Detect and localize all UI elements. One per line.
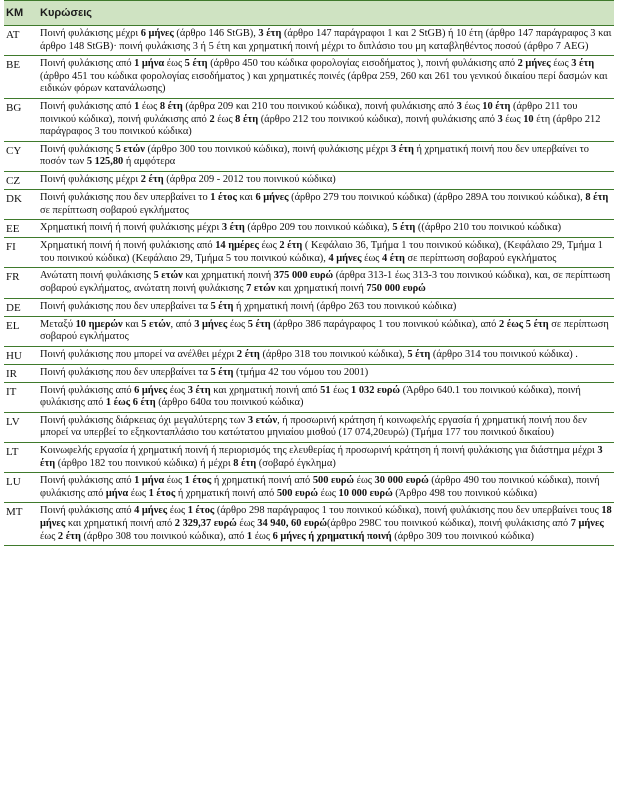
table-row [4, 473, 614, 503]
table-row [4, 413, 614, 443]
text-segment: έως [128, 487, 149, 499]
table-row [4, 443, 614, 473]
emphasis-text: 10 έτη [482, 100, 511, 112]
emphasis-text: 8 έτη [159, 100, 183, 112]
country-code: EE [6, 223, 20, 236]
emphasis-text: 2 μήνες [517, 58, 551, 70]
text-segment: (άρθρα 313-1 έως 313-3 του ποινικού κώδικα), και, σε περίπτωση σοβαρού εγκλήματος, ανώτατη ποινή φυλάκισης [40, 270, 611, 294]
table-row [4, 299, 614, 317]
text-segment: έως [317, 487, 339, 499]
header-km: ΚΜ [6, 7, 24, 19]
country-code: LT [6, 446, 19, 459]
emphasis-text: 750 000 ευρώ [366, 282, 426, 294]
emphasis-text: 375 000 ευρώ [273, 270, 334, 282]
emphasis-text: 1 έως 6 έτη [105, 397, 156, 409]
text-segment: ή αμφότερα [123, 156, 176, 168]
text-segment: (άρθρο 314 του ποινικού κώδικα) . [430, 348, 578, 360]
text-segment: και χρηματική ποινή [275, 282, 367, 294]
text-segment: σε περίπτωση σοβαρού εγκλήματος [40, 318, 609, 343]
text-segment: και χρηματική ποινή από [65, 518, 175, 530]
text-segment: Κοινωφελής εργασία ή χρηματική ποινή ή περιορισμός της ελευθερίας ή προσωρινή κράτηση ή ποινή φυλάκισης για διάστημα μέχρι [40, 445, 598, 457]
text-segment: (άρθρο 451 του κώδικα φορολογίας εισοδήματος ) και χρηματικές ποινές (άρθρα 259, 260 και 261 του γενικού δικαίου περί δασμών και ειδικών φόρων κατανάλωσης) [40, 70, 608, 95]
emphasis-text: 51 [320, 384, 331, 396]
text-segment: Ποινή φυλάκισης από [40, 475, 135, 487]
emphasis-text: 8 έτη [233, 457, 257, 469]
text-segment: (άρθρα 209 και 210 του ποινικού κώδικα), ποινή φυλάκισης από [182, 100, 457, 112]
text-segment: (άρθρο 450 του κώδικα φορολογίας εισοδήματος ), ποινή φυλάκισης από [207, 58, 518, 70]
sanctions-text [40, 505, 614, 543]
emphasis-text: 2 έως 5 έτη [498, 318, 549, 330]
text-segment: (σοβαρό έγκλημα) [256, 457, 336, 469]
emphasis-text: 10 [523, 113, 534, 125]
text-segment: και [122, 318, 142, 330]
text-segment: (άρθρο 490 του ποινικού κώδικα), ποινή φυλάκισης από [40, 475, 600, 499]
text-segment: (άρθρο 308 του ποινικού κώδικα), από [80, 530, 247, 542]
text-segment: έως [167, 384, 188, 396]
text-segment: (άρθρο 309 του ποινικού κώδικα) [391, 530, 534, 542]
emphasis-text: 5 ετών [115, 143, 145, 155]
text-segment: Ποινή φυλάκισης που δεν υπερβαίνει το [40, 191, 211, 203]
country-code: BE [6, 59, 21, 72]
emphasis-text: 2 έτη [279, 240, 303, 252]
sanctions-text [40, 222, 614, 235]
text-segment: έως [236, 518, 258, 530]
sanctions-text [40, 28, 614, 53]
emphasis-text: 4 έτη [382, 252, 405, 264]
emphasis-text: 5 125,80 [86, 156, 124, 168]
emphasis-text: 7 ετών [246, 282, 276, 294]
text-segment: (άρθρο 212 του ποινικού κώδικα), ποινή φυλάκισης από [258, 113, 498, 125]
text-segment: και χρηματική ποινή [182, 270, 274, 282]
emphasis-text: 4 μήνες [328, 252, 362, 264]
emphasis-text: 3 έτη [258, 28, 282, 39]
emphasis-text: 5 έτη [184, 58, 208, 70]
text-segment: έως [354, 475, 375, 487]
sanctions-text [40, 192, 614, 217]
country-code: MT [6, 506, 23, 519]
text-segment: (άρθρο 146 StGB), [173, 28, 259, 39]
emphasis-text: 5 ετών [153, 270, 183, 282]
sanctions-text [40, 240, 614, 265]
text-segment: (άρθρο 298 παράγραφος 1 του ποινικού κώδικα), ποινή φυλάκισης που δεν υπερβαίνει τους [214, 505, 602, 517]
table-row [4, 238, 614, 268]
text-segment: έως [164, 475, 185, 487]
text-segment: και [236, 191, 256, 203]
text-segment: έως [550, 58, 572, 70]
text-segment: Ποινή φυλάκισης που μπορεί να ανέλθει μέχρι [40, 348, 237, 360]
emphasis-text: 18 μήνες [40, 505, 612, 530]
emphasis-text: 10 000 ευρώ [338, 487, 393, 499]
emphasis-text: 500 ευρώ [276, 487, 318, 499]
emphasis-text: 10 ημερών [75, 318, 123, 330]
text-segment: ή χρηματική ποινή που δεν υπερβαίνει το ποσόν των [40, 143, 589, 168]
emphasis-text: 6 μήνες [134, 384, 168, 396]
emphasis-text: 3 έτη [40, 445, 603, 469]
sanctions-text [40, 367, 614, 380]
country-code: DE [6, 301, 21, 314]
table-header [4, 0, 614, 26]
table-row [4, 347, 614, 365]
emphasis-text: 7 μήνες [570, 518, 604, 530]
text-segment: Ποινή φυλάκισης που δεν υπερβαίνει τα [40, 366, 211, 378]
country-code: IT [6, 385, 17, 398]
text-segment: έως [214, 113, 236, 125]
text-segment: Ποινή φυλάκισης μέχρι [40, 28, 141, 39]
text-segment: (άρθρο 298C του ποινικού κώδικα), ποινή φυλάκισης από [327, 518, 571, 530]
text-segment: , ή προσωρινή κράτηση ή κοινωφελής εργασία ή χρηματική ποινή που δεν μπορεί να υπερβεί το εξηκονταπλάσιο του κατώτατου μηνιαίου μισθού (17 074,20ευρώ) (Τμήμα 177 του ποινικού δικαίου) [40, 414, 587, 439]
country-code: LU [6, 476, 21, 489]
emphasis-text: 3 μήνες [194, 318, 228, 330]
emphasis-text: 5 έτη [392, 222, 416, 234]
table-row [4, 142, 614, 172]
text-segment: έως [164, 58, 185, 70]
text-segment: και χρηματική ποινή από [210, 384, 321, 396]
text-segment: (άρθρο 318 του ποινικού κώδικα), [259, 348, 408, 360]
sanctions-text [40, 270, 614, 295]
text-segment: έως [139, 100, 160, 112]
emphasis-text: 5 ετών [141, 318, 171, 330]
text-segment: ((άρθρο 210 του ποινικού κώδικα) [415, 222, 562, 234]
emphasis-text: 1 [246, 530, 253, 542]
table-body [4, 26, 614, 546]
text-segment: (άρθρο 279 του ποινικού κώδικα) (άρθρο 289Α του ποινικού κώδικα), [288, 191, 586, 203]
sanctions-text [40, 445, 614, 470]
country-code: FI [6, 241, 16, 254]
emphasis-text: 2 329,37 ευρώ [174, 518, 237, 530]
emphasis-text: 3 έτη [221, 222, 245, 234]
sanctions-table [4, 0, 614, 546]
emphasis-text: 34 940, 60 ευρώ [257, 518, 327, 530]
text-segment: σε περίπτωση σοβαρού εγκλήματος [40, 204, 189, 216]
text-segment: Ανώτατη ποινή φυλάκισης [40, 270, 154, 282]
emphasis-text: 500 ευρώ [312, 475, 354, 487]
table-row [4, 220, 614, 238]
country-code: EL [6, 319, 20, 332]
emphasis-text: 2 έτη [236, 348, 260, 360]
text-segment: έως [330, 384, 352, 396]
text-segment: (άρθρο 182 του ποινικού κώδικα) ή μέχρι [55, 457, 234, 469]
country-code: BG [6, 101, 22, 114]
country-code: DK [6, 192, 22, 205]
sanctions-text [40, 58, 614, 96]
text-segment: (άρθρο 640α του ποινικού κώδικα) [155, 397, 304, 409]
text-segment: Ποινή φυλάκισης από [40, 100, 135, 112]
text-segment: Ποινή φυλάκισης από [40, 58, 135, 70]
text-segment: έως [502, 113, 524, 125]
text-segment: (άρθρο 209 του ποινικού κώδικα), [244, 222, 393, 234]
country-code: IR [6, 367, 17, 380]
text-segment: έως [361, 252, 383, 264]
sanctions-text [40, 101, 614, 139]
text-segment: Ποινή φυλάκισης μέχρι [40, 173, 141, 185]
country-code: FR [6, 271, 20, 284]
table-row [4, 26, 614, 56]
sanctions-text [40, 144, 614, 169]
emphasis-text: 3 έτη [187, 384, 211, 396]
table-row [4, 268, 614, 298]
table-row [4, 99, 614, 142]
text-segment: έως [40, 530, 58, 542]
text-segment: Χρηματική ποινή ή ποινή φυλάκισης μέχρι [40, 222, 222, 234]
emphasis-text: 1 μήνα [134, 58, 165, 70]
text-segment: Ποινή φυλάκισης που δεν υπερβαίνει τα [40, 300, 211, 312]
sanctions-text [40, 319, 614, 344]
table-row [4, 503, 614, 546]
emphasis-text: 2 έτη [57, 530, 81, 542]
emphasis-text: μήνα [105, 487, 129, 499]
emphasis-text: 3 ετών [247, 414, 278, 426]
emphasis-text: 14 ημέρες [215, 240, 259, 252]
text-segment: έως [258, 240, 280, 252]
text-segment: σε περίπτωση σοβαρού εγκλήματος [404, 252, 557, 264]
text-segment: (άρθρο 300 του ποινικού κώδικα), ποινή φυλάκισης μέχρι [144, 143, 391, 155]
text-segment: έως [167, 505, 188, 517]
text-segment: (Άρθρο 498 του ποινικού κώδικα) [392, 487, 538, 499]
emphasis-text: 3 έτη [390, 143, 414, 155]
emphasis-text: 3 έτη [571, 58, 595, 70]
country-code: HU [6, 349, 22, 362]
table-row [4, 172, 614, 190]
sanctions-text [40, 385, 614, 410]
text-segment: (άρθρο 386 παράγραφος 1 του ποινικού κώδικα), από [270, 318, 499, 330]
table-row [4, 365, 614, 383]
country-code: CZ [6, 174, 21, 187]
text-segment: ή χρηματική ποινή από [211, 475, 313, 487]
table-row [4, 383, 614, 413]
text-segment: έως [252, 530, 273, 542]
emphasis-text: 1 έτος [148, 487, 176, 499]
text-segment: Χρηματική ποινή ή ποινή φυλάκισης από [40, 240, 216, 252]
emphasis-text: 5 έτη [247, 318, 271, 330]
text-segment: έως [461, 100, 483, 112]
table-row [4, 56, 614, 99]
text-segment: Μεταξύ [40, 318, 76, 330]
text-segment: ή χρηματική ποινή (άρθρο 263 του ποινικού κώδικα) [233, 300, 457, 312]
text-segment: , από [170, 318, 195, 330]
emphasis-text: 1 [134, 100, 140, 112]
emphasis-text: 8 έτη [235, 113, 259, 125]
text-segment: (Άρθρο 640.1 του ποινικού κώδικα), ποινή φυλάκισης από [40, 384, 581, 409]
text-segment: Ποινή φυλάκισης διάρκειας όχι μεγαλύτερης των [40, 414, 248, 426]
text-segment: (άρθρο 211 του ποινικού κώδικα), ποινή φυλάκισης από [40, 100, 578, 125]
emphasis-text: 1 έτος [184, 475, 212, 487]
text-segment: (τμήμα 42 του νόμου του 2001) [233, 366, 369, 378]
table-row [4, 317, 614, 347]
emphasis-text: 3 [456, 100, 462, 112]
emphasis-text: 5 έτη [407, 348, 431, 360]
sanctions-text [40, 174, 614, 187]
emphasis-text: 1 έτος [210, 191, 237, 203]
country-code: LV [6, 415, 20, 428]
header-sanctions: Κυρώσεις [40, 7, 92, 19]
country-code: AT [6, 29, 20, 41]
emphasis-text: 4 μήνες [134, 505, 168, 517]
emphasis-text: 5 έτη [210, 300, 234, 312]
sanctions-text [40, 301, 614, 314]
sanctions-text [40, 415, 614, 440]
text-segment: (άρθρο 147 παράγραφοι 1 και 2 StGB) ή 10 έτη (άρθρο 147 παράγραφος 3 και άρθρο 148 StGB)· ποινή φυλάκισης 3 ή 5 έτη και χρηματική ποινή μέχρι το διπλάσιο του μη καταβληθέντος ποσού (άρθρο 7 AEG) [40, 28, 612, 52]
sanctions-text [40, 349, 614, 362]
emphasis-text: 2 [209, 113, 215, 125]
text-segment: (άρθρα 209 - 2012 του ποινικού κώδικα) [163, 173, 336, 185]
text-segment: έως [227, 318, 248, 330]
text-segment: ( Κεφάλαιο 36, Τμήμα 1 του ποινικού κώδικα), (Κεφάλαιο 29, Τμήμα 1 του ποινικού κώδικα) (Κεφάλαιο 29, Τμήμα 5 του ποινικού κώδικα), [40, 240, 603, 264]
emphasis-text: 8 έτη [585, 191, 609, 203]
emphasis-text: 3 [497, 113, 503, 125]
emphasis-text: 30 000 ευρώ [374, 475, 429, 487]
text-segment: έτη (άρθρο 212 παράγραφος 3 του ποινικού κώδικα) [40, 113, 601, 138]
sanctions-text [40, 475, 614, 500]
emphasis-text: 2 έτη [140, 173, 164, 185]
text-segment: Ποινή φυλάκισης [40, 143, 116, 155]
table-row [4, 190, 614, 220]
emphasis-text: 1 032 ευρώ [351, 384, 401, 396]
emphasis-text: 6 μήνες ή χρηματική ποινή [272, 530, 392, 542]
text-segment: Ποινή φυλάκισης από [40, 505, 135, 517]
emphasis-text: 6 μήνες [140, 28, 174, 39]
country-code: CY [6, 144, 22, 157]
emphasis-text: 6 μήνες [255, 191, 289, 203]
text-segment: ή χρηματική ποινή από [175, 487, 277, 499]
emphasis-text: 5 έτη [210, 366, 234, 378]
text-segment: Ποινή φυλάκισης από [40, 384, 135, 396]
emphasis-text: 1 μήνα [134, 475, 165, 487]
emphasis-text: 1 έτος [187, 505, 215, 517]
